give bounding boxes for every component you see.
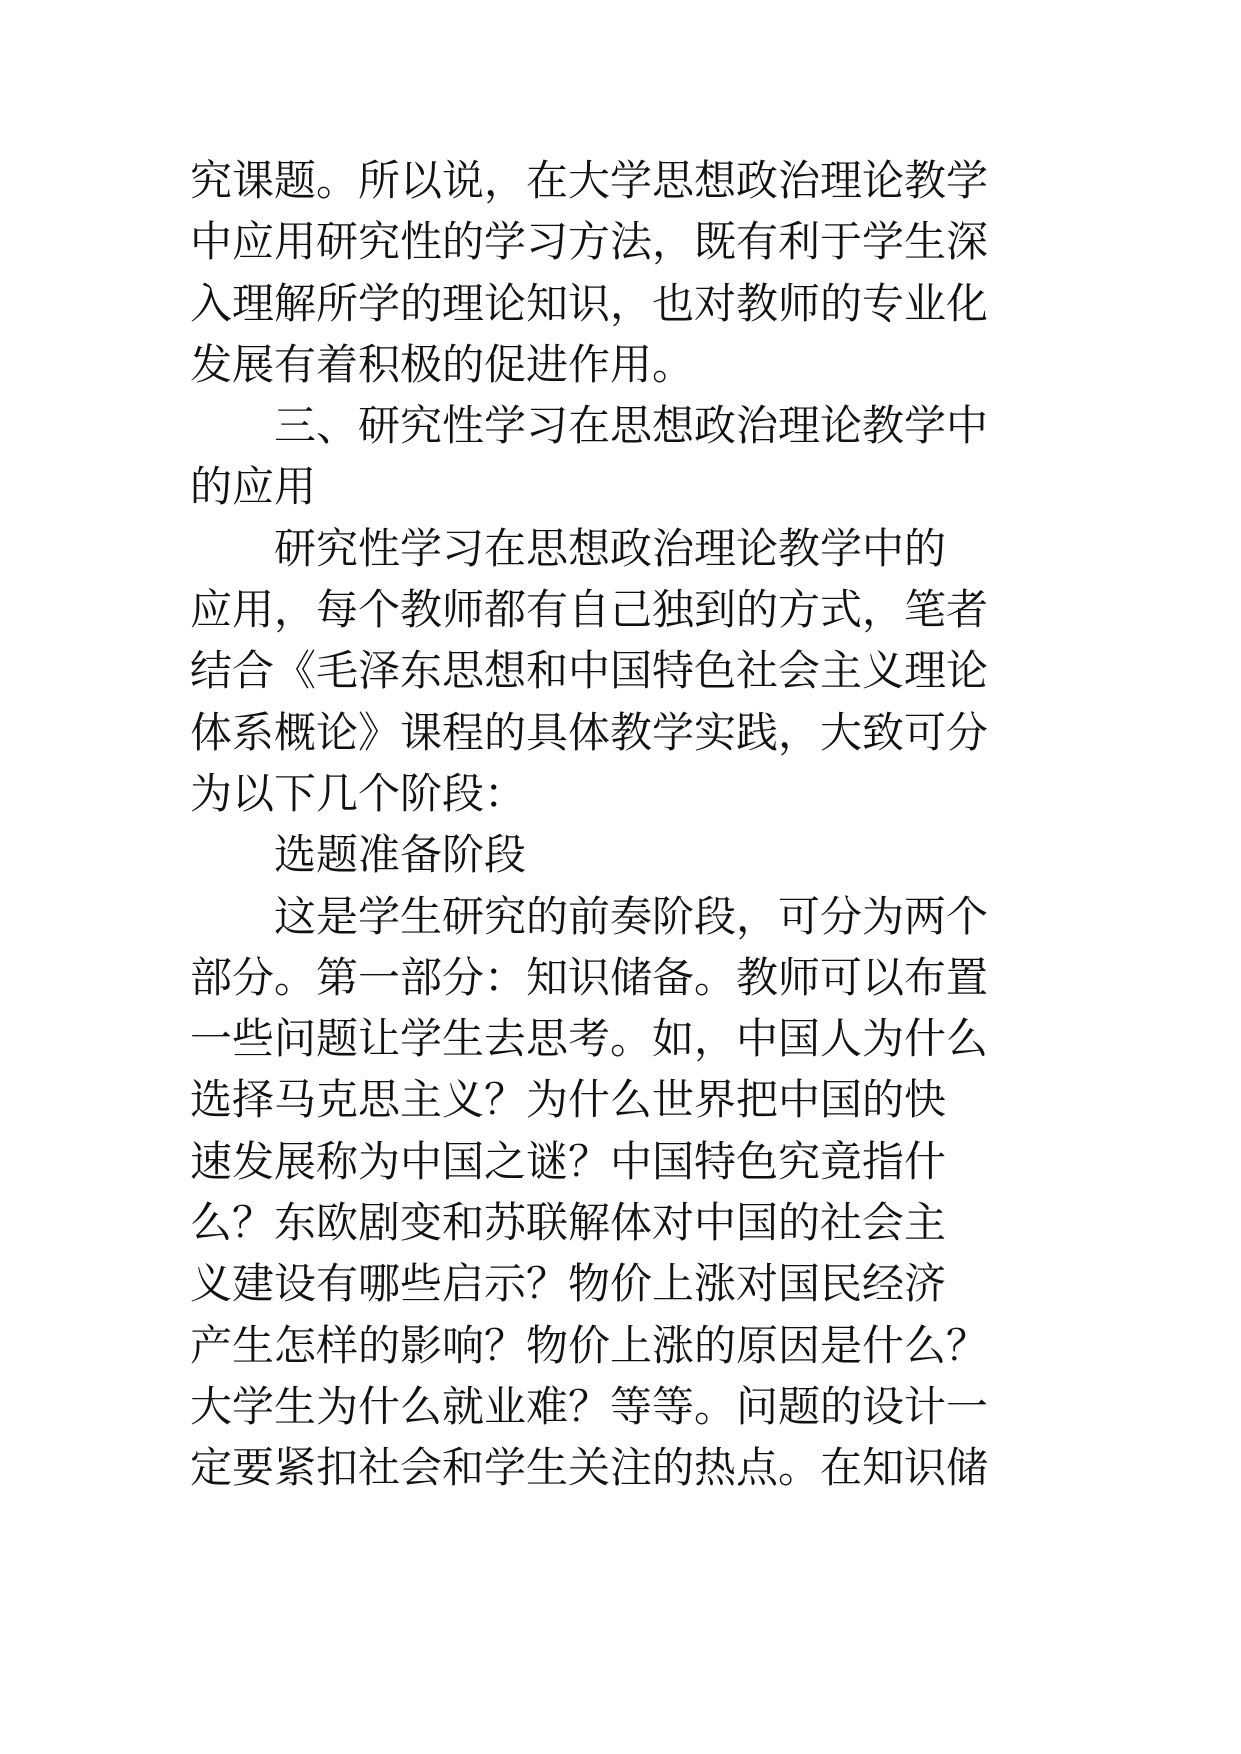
text-line-22: 定要紧扣社会和学生关注的热点。在知识储 [190,1443,989,1493]
text-line-21: 大学生为什么就业难？等等。问题的设计一 [190,1381,989,1431]
text-line-17: 速发展称为中国之谜？中国特色究竟指什 [190,1136,947,1186]
text-line-15: 一些问题让学生去思考。如，中国人为什么 [190,1014,989,1064]
text-line-16: 选择马克思主义？为什么世界把中国的快 [190,1075,947,1125]
section-heading-line-1: 三、研究性学习在思想政治理论教学中 [190,401,989,451]
body-text [190,150,1190,1499]
text-line-19: 义建设有哪些启示？物价上涨对国民经济 [190,1259,947,1309]
text-line-14: 部分。第一部分：知识储备。教师可以布置 [190,952,989,1002]
text-line-11: 为以下几个阶段： [190,768,527,818]
text-line-7: 研究性学习在思想政治理论教学中的 [190,523,947,573]
text-line-3: 入理解所学的理论知识，也对教师的专业化 [190,278,989,328]
text-line-2: 中应用研究性的学习方法，既有利于学生深 [190,217,989,267]
text-line-8: 应用，每个教师都有自己独到的方式，笔者 [190,585,989,635]
text-line-10: 体系概论》课程的具体教学实践，大致可分 [190,707,989,757]
text-line-20: 产生怎样的影响？物价上涨的原因是什么？ [190,1320,989,1370]
subheading-line: 选题准备阶段 [190,830,527,880]
text-line-13: 这是学生研究的前奏阶段，可分为两个 [190,891,989,941]
text-line-9: 结合《毛泽东思想和中国特色社会主义理论 [190,646,989,696]
text-line-1: 究课题。所以说，在大学思想政治理论教学 [190,156,989,205]
text-line-4: 发展有着积极的促进作用。 [190,339,695,389]
text-line-18: 么？东欧剧变和苏联解体对中国的社会主 [190,1198,947,1248]
section-heading-line-2: 的应用 [190,462,317,512]
